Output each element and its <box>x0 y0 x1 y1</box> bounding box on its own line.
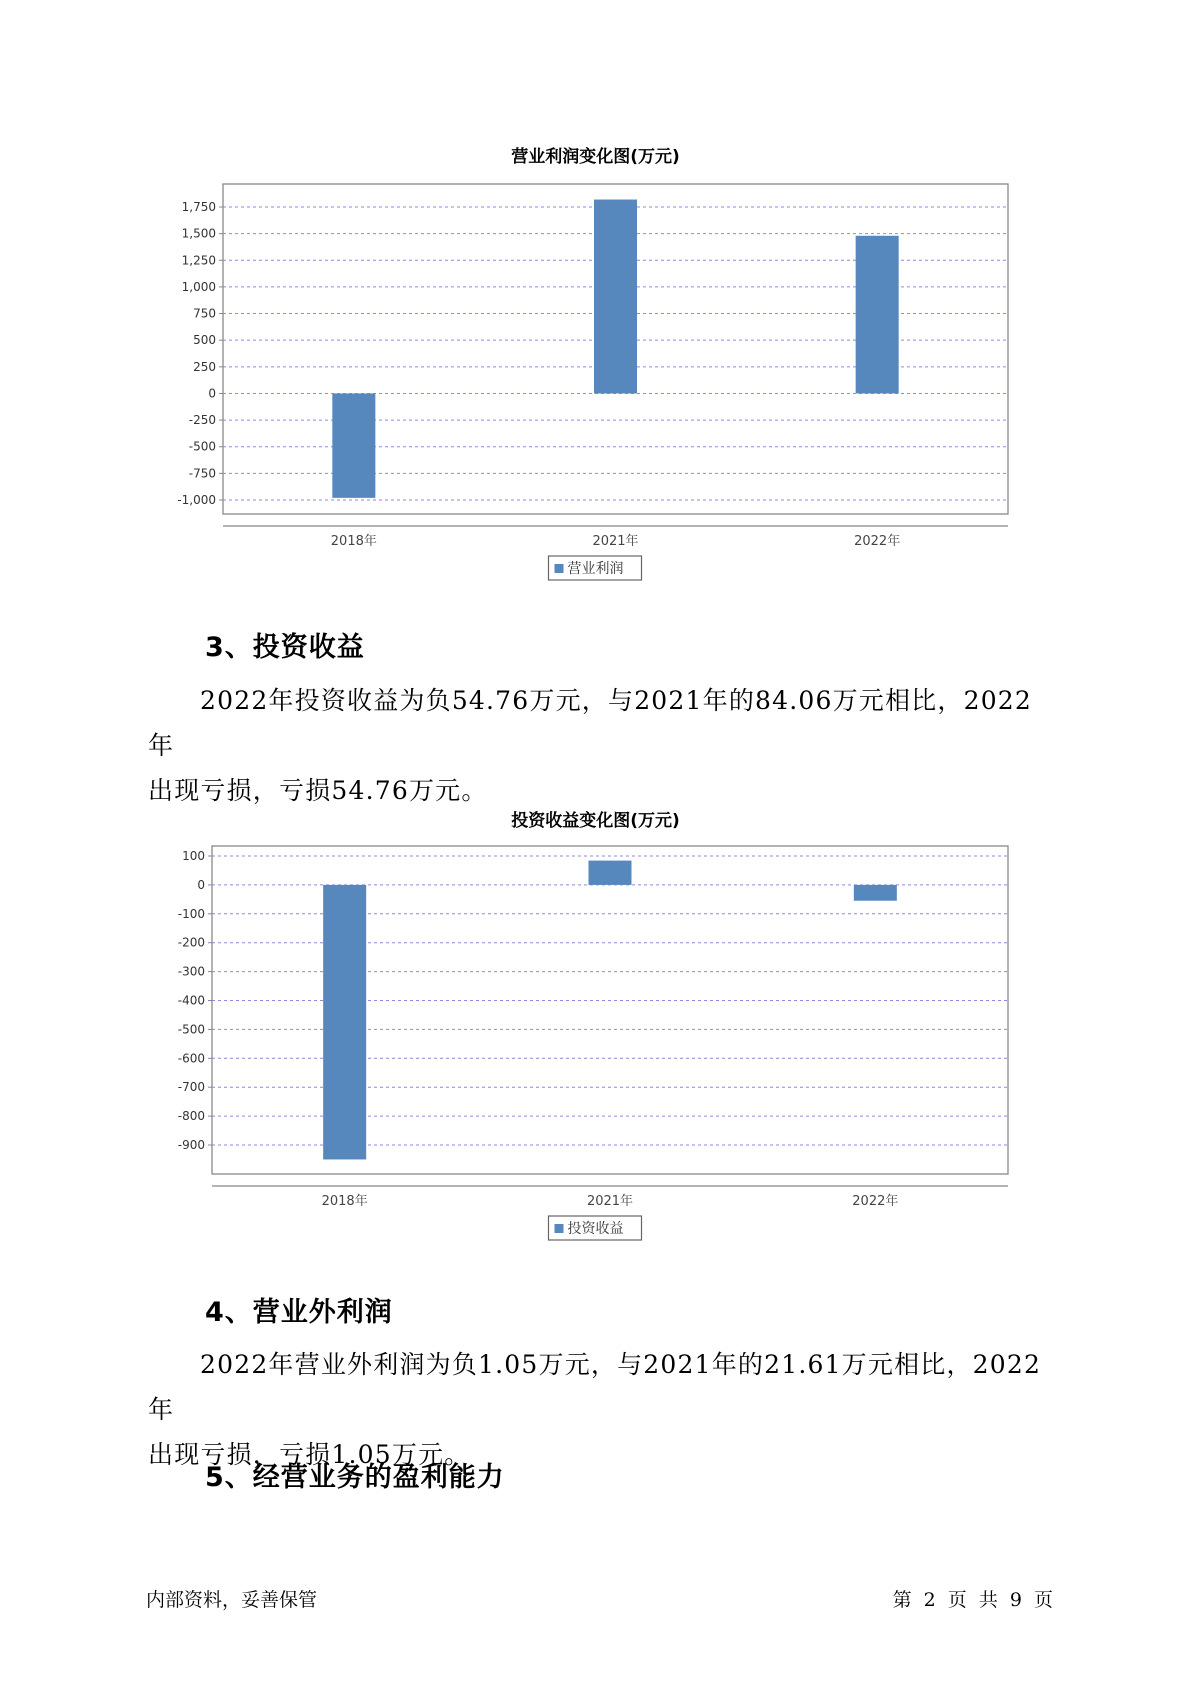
y-tick-label: -250 <box>188 413 216 428</box>
legend-label: 营业利润 <box>567 561 624 577</box>
y-tick-label: -200 <box>177 935 205 950</box>
bar <box>323 885 366 1160</box>
y-tick-label: -900 <box>177 1138 205 1152</box>
y-tick-label: 0 <box>208 386 216 401</box>
legend-label: 投资收益 <box>567 1221 624 1237</box>
y-tick-label: -500 <box>188 439 216 454</box>
x-tick-label: 2021年 <box>592 534 639 549</box>
legend-swatch <box>555 1224 564 1233</box>
section-heading-investment-income: 3、投资收益 <box>205 632 365 663</box>
y-tick-label: -100 <box>177 906 205 921</box>
y-tick-label: 1,750 <box>181 200 216 214</box>
x-tick-label: 2018年 <box>330 534 377 549</box>
paragraph-line: 2022年营业外利润为负1.05万元，与2021年的21.61万元相比，2022年 <box>148 1350 1042 1424</box>
paragraph-line: 2022年投资收益为负54.76万元，与2021年的84.06万元相比，2022年 <box>148 686 1033 760</box>
y-tick-label: 1,000 <box>181 279 216 294</box>
bar <box>332 393 375 497</box>
x-tick-label: 2018年 <box>321 1194 368 1209</box>
y-tick-label: -400 <box>177 993 205 1008</box>
section-heading-profitability: 5、经营业务的盈利能力 <box>205 1462 505 1493</box>
y-tick-label: -800 <box>177 1109 205 1124</box>
x-tick-label: 2022年 <box>854 534 901 549</box>
chart-title-investment-income: 投资收益变化图(万元) <box>511 811 680 831</box>
y-tick-label: -600 <box>177 1051 205 1066</box>
chart-investment-income <box>0 826 1191 1246</box>
chart-operating-profit <box>0 160 1191 590</box>
chart-title-operating-profit: 营业利润变化图(万元) <box>511 147 680 167</box>
y-tick-label: -750 <box>188 466 216 481</box>
legend-swatch <box>555 564 564 573</box>
y-tick-label: -1,000 <box>177 493 216 507</box>
bar <box>854 885 897 901</box>
y-tick-label: 0 <box>197 877 205 892</box>
section-heading-non-operating-profit: 4、营业外利润 <box>205 1297 393 1328</box>
y-tick-label: 1,500 <box>181 226 216 241</box>
bar <box>856 236 899 394</box>
x-tick-label: 2022年 <box>852 1194 899 1209</box>
paragraph-investment-income <box>148 678 1058 813</box>
y-tick-label: -300 <box>177 964 205 979</box>
footer-confidential-note: 内部资料，妥善保管 <box>146 1589 318 1611</box>
y-tick-label: -500 <box>177 1022 205 1037</box>
y-tick-label: 500 <box>193 333 216 348</box>
x-tick-label: 2021年 <box>586 1194 634 1209</box>
y-tick-label: 1,250 <box>181 253 216 268</box>
bar <box>589 861 632 885</box>
paragraph-line: 出现亏损，亏损1.05万元。 <box>148 1440 471 1469</box>
y-tick-label: 100 <box>182 849 205 863</box>
footer-page-number: 第 2 页 共 9 页 <box>892 1589 1053 1611</box>
y-tick-label: 750 <box>193 306 216 321</box>
y-tick-label: 250 <box>193 359 216 374</box>
bar <box>594 200 637 394</box>
y-tick-label: -700 <box>177 1080 205 1095</box>
paragraph-line: 出现亏损，亏损54.76万元。 <box>148 776 488 805</box>
